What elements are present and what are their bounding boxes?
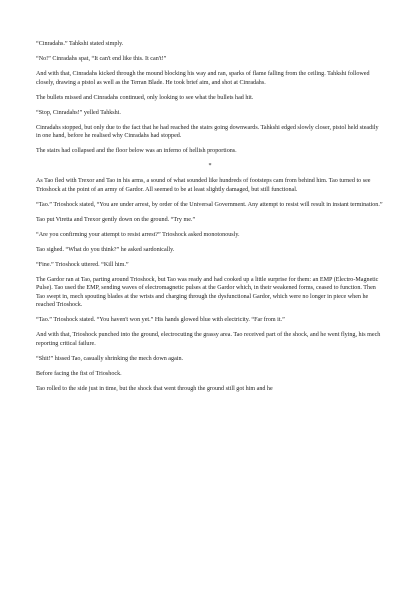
document-page <box>36 40 384 400</box>
paragraph: “Are you confirming your attempt to resist arrest?” Trioshock asked monotonously. <box>36 231 240 238</box>
paragraph: The Gardor ran at Tao, parting around Trioshock, but Tao was ready and had cooked up a little surprise for them: an EMP (Electro-Magnetic Pulse). Tao used the EMP, sending waves of electromagnetic pulses at the Gardor which, in their weakened forms, ceased to function. Then Tao swept in, mech spouting blades at the wrists and charging through the dysfunctional Gardor, which were no longer in piece when he reached Trioshock. <box>36 276 379 309</box>
paragraph: And with that, Trioshock punched into the ground, electrocuting the grassy area. Tao received part of the shock, and he went flying, his mech reporting critical failure. <box>36 332 381 347</box>
paragraph: “Fine.” Trioshock uttered. “Kill him.” <box>36 261 129 268</box>
section-separator: * <box>208 163 212 170</box>
paragraph: Cinradahs stopped, but only due to the fact that he had reached the stairs going downwards. Tahkshi edged slowly closer, pistol held steadily in one hand, before he realised why Cinradahs had stopped. <box>36 124 379 140</box>
paragraph: “Tao.” Trioshock stated, “You are under arrest, by order of the Universal Government. Any attempt to resist will result in instant termination.” <box>36 201 383 208</box>
paragraph: The stairs had collapsed and the floor below was an inferno of hellish proportions. <box>36 148 237 155</box>
paragraph: “Stop, Cinradahs!” yelled Tahkshi. <box>36 109 121 116</box>
paragraph: Before facing the fist of Trioshock. <box>36 370 122 377</box>
paragraph: Tao sighed. “What do you think?” he asked sardonically. <box>36 246 175 253</box>
paragraph: Tao rolled to the side just in time, but the shock that went through the ground still got him and he <box>36 385 273 392</box>
paragraph: And with that, Cinradahs kicked through the mound blocking his way and ran, sparks of flame falling from the ceiling. Tahkshi followed closely, drawing a pistol as well as the Terran Blade. He took brief aim, and shot at Cinradahs. <box>36 70 370 86</box>
paragraph: Tao put Viretta and Trexor gently down on the ground. “Try me.” <box>36 216 196 223</box>
paragraph: “Tao.” Trioshock stated. “You haven't won yet.” His hands glowed blue with electricity. “Far from it.” <box>36 317 285 324</box>
paragraph: As Tao fled with Trexor and Tao in his arms, a sound of what sounded like hundreds of footsteps cam from behind him. Tao turned to see Trioshock at the point of an army of Gardor. All seemed to be at least slightly damaged, but still functional. <box>36 178 371 193</box>
paragraph: “Cinradahs.” Tahkshi stated simply. <box>36 41 124 47</box>
paragraph: The bullets missed and Cinradahs continued, only looking to see what the bullets had hit. <box>36 94 254 101</box>
paragraph: “Shit!” hissed Tao, casually shrinking the mech down again. <box>36 355 184 362</box>
paragraph: “No!” Cinradahs spat, “It can't end like this. It can't!” <box>36 55 167 62</box>
